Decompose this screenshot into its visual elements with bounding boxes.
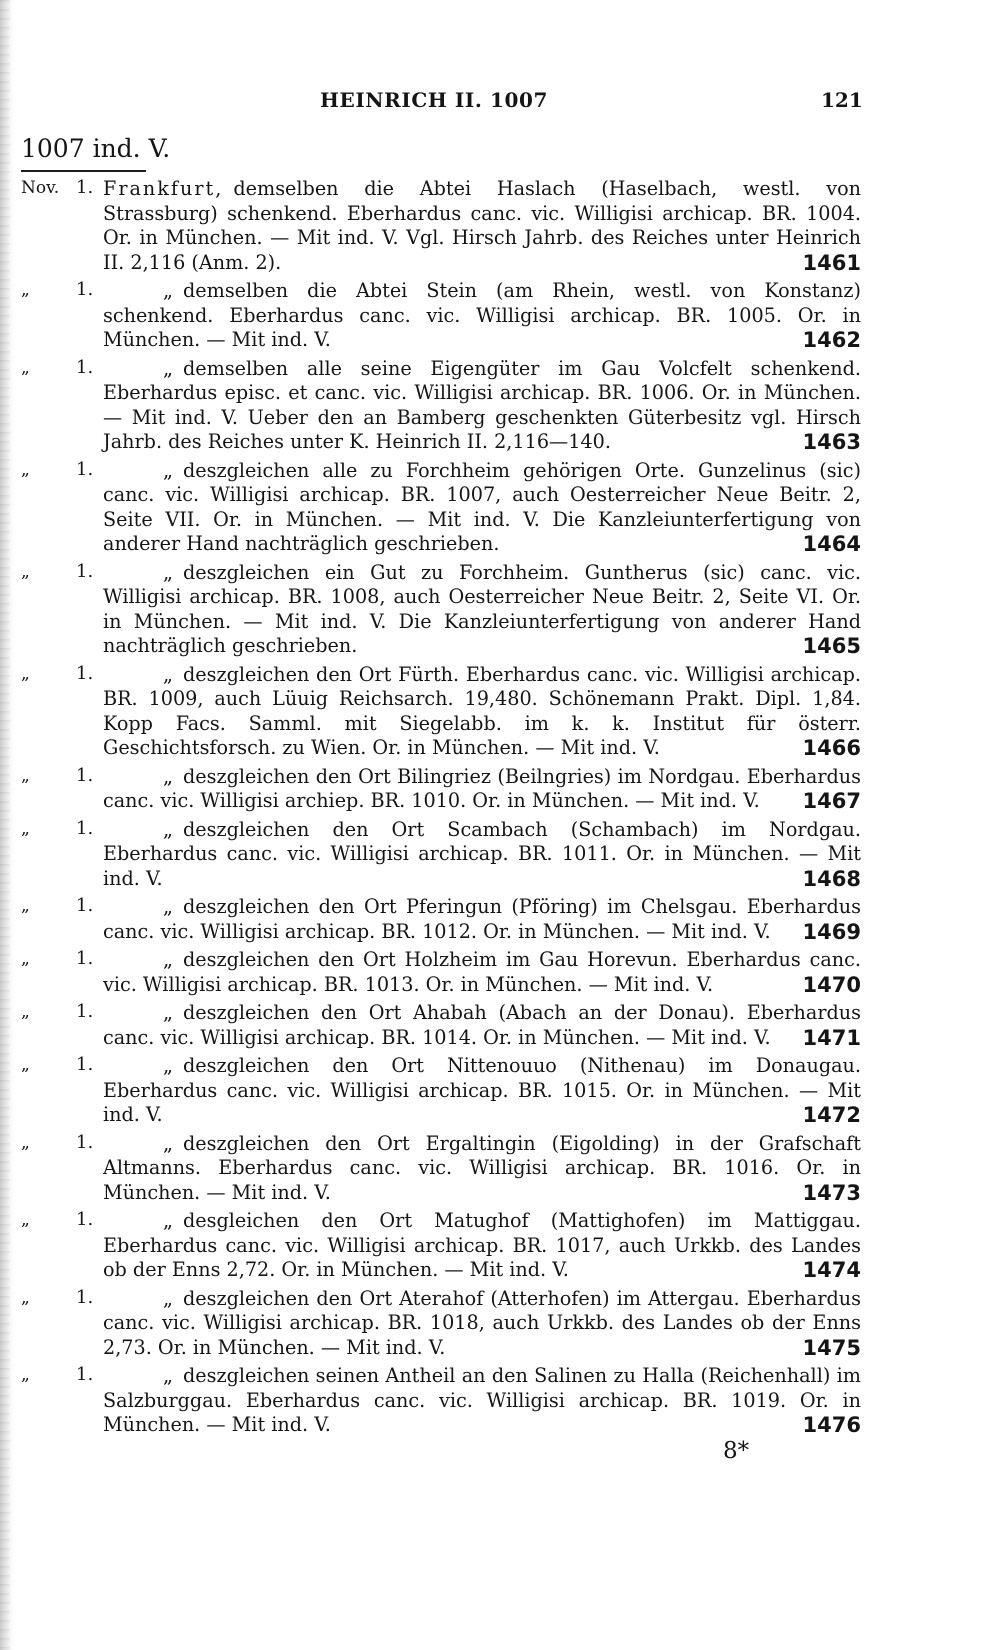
entry-ditto-mark: „ <box>163 1209 173 1232</box>
entry-month: „ <box>21 561 30 582</box>
regest-entry <box>0 1287 1000 1361</box>
entry-number: 1469 <box>802 919 861 944</box>
entry-number: 1474 <box>802 1258 861 1282</box>
entry-month: „ <box>21 1055 30 1075</box>
entry-day: 1. <box>76 458 94 480</box>
entry-ditto-mark: „ <box>163 1364 173 1387</box>
entry-day: 1. <box>76 662 94 684</box>
entry-number: 1462 <box>802 328 861 352</box>
entry-day: 1. <box>76 764 94 786</box>
entry-day: 1. <box>76 177 94 198</box>
entry-text: deszgleichen ein Gut zu Forchheim. Guntherus (sic) canc. vic. Willigisi archicap. BR. 1008, auch Oesterreicher Neue Beitr. 2, Seite VI. Or. in München. — Mit ind. V. Die Kanzleiunterfertigung von anderer Hand nachträglich geschrieben. <box>103 560 861 657</box>
entry-ditto-mark: „ <box>163 1001 173 1024</box>
entry-body <box>103 818 861 892</box>
entry-month: „ <box>21 949 30 969</box>
entry-day: 1. <box>76 560 94 582</box>
entry-month: „ <box>21 1132 30 1153</box>
entry-ditto-mark: „ <box>163 948 173 971</box>
entry-month: „ <box>21 357 30 378</box>
entry-text: deszgleichen den Ort Ergaltingin (Eigolding) in der Grafschaft Altmanns. Eberhardus canc. vic. Willigisi archicap. BR. 1016. Or. in München. — Mit ind. V. <box>103 1131 861 1204</box>
regest-entry <box>0 561 1000 659</box>
entry-text: demselben alle seine Eigengüter im Gau Volcfelt schenkend. Eberhardus episc. et canc. vic. Willigisi archicap. BR. 1006. Or. in München. — Mit ind. V. Ueber den an Bamberg geschenkten Güterbesitz vgl. Hirsch Jahrb. des Reiches unter K. Heinrich II. 2,116—140. <box>103 356 861 453</box>
entry-month: „ <box>21 280 30 300</box>
entry-number: 1467 <box>802 789 861 813</box>
regest-entry <box>0 948 1000 997</box>
entry-body <box>103 895 861 944</box>
entry-ditto-mark: „ <box>163 895 173 918</box>
entry-body <box>103 279 861 353</box>
entry-text: deszgleichen den Ort Bilingriez (Beilngries) im Nordgau. Eberhardus canc. vic. Willigisi archiep. BR. 1010. Or. in München. — Mit ind. V. <box>103 764 861 812</box>
entry-number: 1473 <box>802 1180 861 1205</box>
entry-number: 1463 <box>802 430 861 454</box>
entry-number: 1475 <box>802 1335 861 1360</box>
entry-place: Frankfurt, <box>103 177 224 200</box>
entry-text: deszgleichen den Ort Fürth. Eberhardus canc. vic. Willigisi archicap. BR. 1009, auch Lüuig Reichsarch. 19,480. Schönemann Prakt. Dipl. 1,84. Kopp Facs. Samml. mit Siegelabb. im k. k. Institut für österr. Geschichtsforsch. zu Wien. Or. in München. — Mit ind. V. <box>103 662 861 759</box>
entry-month: „ <box>21 1287 30 1308</box>
entry-number: 1464 <box>802 532 861 556</box>
entry-ditto-mark: „ <box>163 356 173 380</box>
entry-day: 1. <box>76 1209 94 1230</box>
entry-body <box>103 459 861 557</box>
regest-entry <box>0 279 1000 353</box>
entry-text: deszgleichen den Ort Scambach (Schambach) im Nordgau. Eberhardus canc. vic. Willigisi archicap. BR. 1011. Or. in München. — Mit ind. V. <box>103 817 861 890</box>
entry-month: „ <box>21 663 30 684</box>
entry-text: deszgleichen den Ort Pferingun (Pföring) im Chelsgau. Eberhardus canc. vic. Willigisi archicap. BR. 1012. Or. in München. — Mit ind. V. <box>103 895 861 943</box>
entry-number: 1470 <box>802 972 861 997</box>
entry-day: 1. <box>76 1131 94 1153</box>
entry-ditto-mark: „ <box>163 560 173 584</box>
entry-month: „ <box>21 896 30 916</box>
entry-number: 1468 <box>802 866 861 891</box>
regest-entry <box>0 818 1000 892</box>
entry-day: 1. <box>76 895 94 916</box>
year-heading-rule <box>21 170 146 172</box>
running-head: HEINRICH II. 1007 <box>320 88 549 112</box>
entry-text: deszgleichen den Ort Aterahof (Atterhofen) im Attergau. Eberhardus canc. vic. Willigisi archicap. BR. 1018, auch Urkkb. des Landes ob der Enns 2,73. Or. in München. — Mit ind. V. <box>103 1286 861 1359</box>
regest-entry <box>0 1132 1000 1206</box>
regest-entry <box>0 1364 1000 1438</box>
entry-ditto-mark: „ <box>163 1286 173 1310</box>
regest-entry <box>0 1054 1000 1128</box>
entry-month: „ <box>21 1365 30 1385</box>
entry-body <box>103 177 861 275</box>
entry-body <box>103 1287 861 1361</box>
entry-month: „ <box>21 765 30 786</box>
entry-body <box>103 1001 861 1050</box>
regesta-list <box>0 177 1000 1442</box>
entry-month: „ <box>21 1210 30 1230</box>
entry-number: 1472 <box>802 1103 861 1127</box>
entry-number: 1465 <box>802 634 861 658</box>
entry-day: 1. <box>76 356 94 378</box>
regest-entry <box>0 1001 1000 1050</box>
entry-text: demselben die Abtei Stein (am Rhein, westl. von Konstanz) schenkend. Eberhardus canc. vic. Willigisi archicap. BR. 1005. Or. in München. — Mit ind. V. <box>103 279 861 351</box>
year-heading: 1007 ind. V. <box>21 134 171 163</box>
entry-ditto-mark: „ <box>163 458 173 482</box>
entry-ditto-mark: „ <box>163 662 173 686</box>
regest-entry <box>0 177 1000 275</box>
entry-ditto-mark: „ <box>163 1131 173 1155</box>
regest-entry <box>0 765 1000 814</box>
entry-body <box>103 357 861 455</box>
entry-ditto-mark: „ <box>163 817 173 841</box>
entry-number: 1466 <box>802 736 861 760</box>
entry-text: demselben die Abtei Haslach (Haselbach, westl. von Strassburg) schenkend. Eberhardus canc. vic. Willigisi archicap. BR. 1004. Or. in München. — Mit ind. V. Vgl. Hirsch Jahrb. des Reiches unter Heinrich II. 2,116 (Anm. 2). <box>103 177 861 274</box>
regest-entry <box>0 1209 1000 1283</box>
entry-body <box>103 1364 861 1438</box>
regest-entry <box>0 459 1000 557</box>
entry-text: desgleichen den Ort Matughof (Mattighofen) im Mattiggau. Eberhardus canc. vic. Willigisi archicap. BR. 1017, auch Urkkb. des Landes ob der Enns 2,72. Or. in München. — Mit ind. V. <box>103 1209 861 1281</box>
entry-text: deszgleichen den Ort Ahabah (Abach an der Donau). Eberhardus canc. vic. Willigisi archicap. BR. 1014. Or. in München. — Mit ind. V. <box>103 1001 861 1049</box>
regest-entry <box>0 895 1000 944</box>
entry-body <box>103 948 861 997</box>
regest-entry <box>0 663 1000 761</box>
entry-body <box>103 1132 861 1206</box>
entry-day: 1. <box>76 1286 94 1308</box>
entry-ditto-mark: „ <box>163 279 173 302</box>
entry-month: „ <box>21 459 30 480</box>
signature-mark: 8* <box>723 1438 750 1464</box>
page-number: 121 <box>821 88 863 112</box>
entry-number: 1476 <box>802 1413 861 1437</box>
entry-body <box>103 765 861 814</box>
entry-number: 1471 <box>802 1025 861 1050</box>
entry-month: Nov. <box>21 178 60 198</box>
entry-body <box>103 561 861 659</box>
entry-month: „ <box>21 818 30 839</box>
entry-day: 1. <box>76 948 94 969</box>
entry-text: deszgleichen alle zu Forchheim gehörigen Orte. Gunzelinus (sic) canc. vic. Willigisi archicap. BR. 1007, auch Oesterreicher Neue Beitr. 2, Seite VII. Or. in München. — Mit ind. V. Die Kanzleiunterfertigung von anderer Hand nachträglich geschrieben. <box>103 458 861 555</box>
entry-text: deszgleichen den Ort Holzheim im Gau Horevun. Eberhardus canc. vic. Willigisi archicap. BR. 1013. Or. in München. — Mit ind. V. <box>103 948 861 996</box>
regest-entry <box>0 357 1000 455</box>
entry-body <box>103 1209 861 1283</box>
entry-ditto-mark: „ <box>163 764 173 788</box>
entry-day: 1. <box>76 817 94 839</box>
entry-month: „ <box>21 1002 30 1022</box>
entry-text: deszgleichen den Ort Nittenouuo (Nithenau) im Donaugau. Eberhardus canc. vic. Willigisi archicap. BR. 1015. Or. in München. — Mit ind. V. <box>103 1054 861 1126</box>
entry-day: 1. <box>76 279 94 300</box>
entry-ditto-mark: „ <box>163 1054 173 1077</box>
entry-number: 1461 <box>802 250 861 275</box>
entry-text: deszgleichen seinen Antheil an den Salinen zu Halla (Reichenhall) im Salzburggau. Eberhardus canc. vic. Willigisi archicap. BR. 1019. Or. in München. — Mit ind. V. <box>103 1364 861 1436</box>
entry-body <box>103 663 861 761</box>
entry-day: 1. <box>76 1001 94 1022</box>
entry-day: 1. <box>76 1364 94 1385</box>
entry-body <box>103 1054 861 1128</box>
entry-day: 1. <box>76 1054 94 1075</box>
